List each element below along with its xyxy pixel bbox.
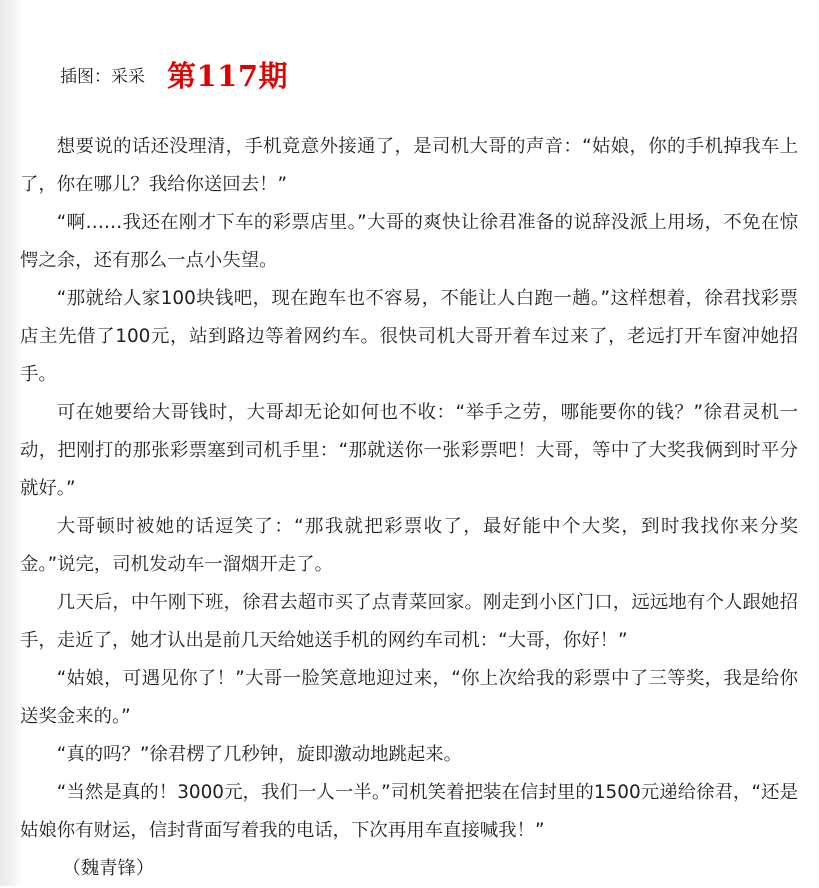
article-paragraph: 可在她要给大哥钱时，大哥却无论如何也不收：“举手之劳，哪能要你的钱？”徐君灵机一动，把刚打的那张彩票塞到司机手里：“那就送你一张彩票吧！大哥，等中了大奖我俩到时平分就好。” xyxy=(20,402,798,499)
issue-number: 第117期 xyxy=(167,58,289,93)
article-paragraph: “姑娘，可遇见你了！”大哥一脸笑意地迎过来，“你上次给我的彩票中了三等奖，我是给你送奖金来的。” xyxy=(20,668,798,727)
article-paragraph: “当然是真的！3000元，我们一人一半。”司机笑着把装在信封里的1500元递给徐君，“还是姑娘你有财运，信封背面写着我的电话，下次再用车直接喊我！” xyxy=(20,782,798,841)
page-left-edge-shadow xyxy=(0,0,22,886)
article-paragraph: 几天后，中午刚下班，徐君去超市买了点青菜回家。刚走到小区门口，远远地有个人跟她招手，走近了，她才认出是前几天给她送手机的网约车司机：“大哥，你好！” xyxy=(20,592,798,651)
article-paragraph: “啊……我还在刚才下车的彩票店里。”大哥的爽快让徐君准备的说辞没派上用场，不免在惊愕之余，还有那么一点小失望。 xyxy=(20,212,798,271)
article-paragraph: “真的吗？”徐君楞了几秒钟，旋即激动地跳起来。 xyxy=(56,744,463,765)
article-paragraph: 想要说的话还没理清，手机竟意外接通了，是司机大哥的声音：“姑娘，你的手机掉我车上了，你在哪儿？我给你送回去！” xyxy=(20,136,798,195)
article-body xyxy=(20,128,798,888)
article-author: （魏青锋） xyxy=(62,858,155,879)
illustration-credit: 插图：采采 xyxy=(60,66,145,87)
article-paragraph: “那就给人家100块钱吧，现在跑车也不容易，不能让人白跑一趟。”这样想着，徐君找彩票店主先借了100元，站到路边等着网约车。很快司机大哥开着车过来了，老远打开车窗冲她招手。 xyxy=(20,288,798,385)
article-paragraph: 大哥顿时被她的话逗笑了：“那我就把彩票收了，最好能中个大奖，到时我找你来分奖金。”说完，司机发动车一溜烟开走了。 xyxy=(20,516,798,575)
page-header xyxy=(60,52,288,96)
